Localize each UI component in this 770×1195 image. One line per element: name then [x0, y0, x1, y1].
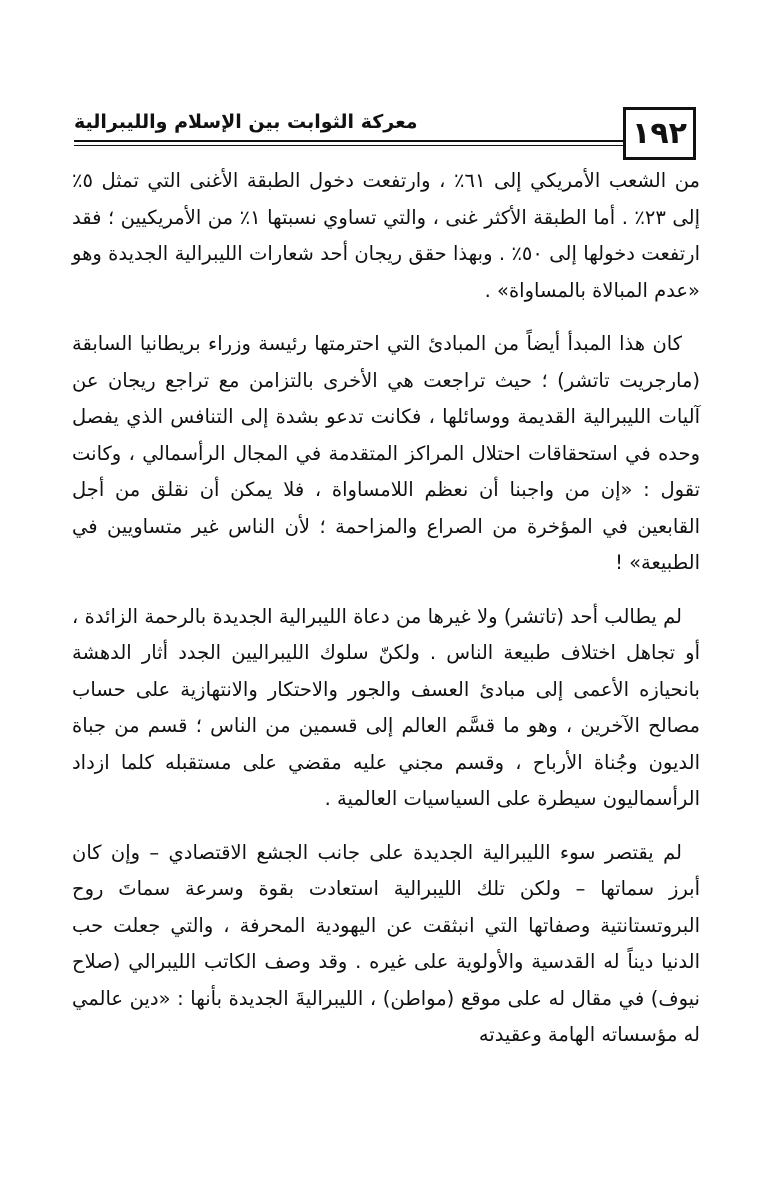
paragraph: [72, 326, 700, 582]
page-number: ١٩٢: [623, 107, 696, 160]
header-rule-thin: [74, 145, 626, 146]
running-title: معركة الثوابت بين الإسلام والليبرالية: [74, 111, 418, 133]
header-rule: [74, 140, 626, 142]
paragraph-text: لم يقتصر سوء الليبرالية الجديدة على جانب الجشع الاقتصادي – وإن كان أبرز سماتها – ولكن تلك الليبرالية استعادت بقوة وسرعة سماتَ روح البروتستانتية وصفاتها التي انبثقت عن اليهودية المحرفة ، والتي جعلت حب الدنيا ديناً له القدسية والأولوية على غيره . وقد وصف الكاتب الليبرالي (صلاح نيوف) في مقال له على موقع (مواطن) ، الليبراليةَ الجديدة بأنها : «دين عالمي له مؤسساته الهامة وعقيدته: [72, 840, 700, 1046]
paragraph-text: لم يطالب أحد (تاتشر) ولا غيرها من دعاة الليبرالية الجديدة بالرحمة الزائدة ، أو تجاهل اختلاف طبيعة الناس . ولكنّ سلوك الليبراليين الجدد أثار الدهشة بانحيازه الأعمى إلى مبادئ العسف والجور والاحتكار والانتهازية على حساب مصالح الآخرين ، وهو ما قسَّم العالم إلى قسمين من الناس ؛ قسم من جباة الديون وجُناة الأرباح ، وقسم مجني عليه مقضي على مستقبله كلما ازداد الرأسماليون سيطرة على السياسيات العالمية .: [72, 604, 700, 810]
paragraph-text: من الشعب الأمريكي إلى ٦١٪ ، وارتفعت دخول الطبقة الأغنى التي تمثل ٥٪ إلى ٢٣٪ . أما الطبقة الأكثر غنى ، والتي تساوي نسبتها ١٪ من الأمريكيين ؛ فقد ارتفعت دخولها إلى ٥٠٪ . وبهذا حقق ريجان أحد شعارات الليبرالية الجديدة وهو «عدم المبالاة بالمساواة» .: [72, 169, 701, 302]
paragraph-text: كان هذا المبدأ أيضاً من المبادئ التي احترمتها رئيسة وزراء بريطانيا السابقة (مارجريت تاتشر) ؛ حيث تراجعت هي الأخرى بالتزامن مع تراجع ريجان عن آليات الليبرالية القديمة ووسائلها ، فكانت تدعو بشدة إلى التنافس الذي يفصل وحده في استحقاقات احتلال المراكز المتقدمة في المجال الرأسمالي ، وكانت تقول : «إن من واجبنا أن نعظم اللامساواة ، فلا يمكن أن نقلق من أجل القابعين في المؤخرة من الصراع والمزاحمة ؛ لأن الناس غير متساويين في الطبيعة» !: [72, 332, 700, 574]
paragraph: [72, 835, 700, 1054]
paragraph: [72, 599, 700, 818]
paragraph: [72, 163, 700, 309]
body-text: [72, 163, 700, 1071]
